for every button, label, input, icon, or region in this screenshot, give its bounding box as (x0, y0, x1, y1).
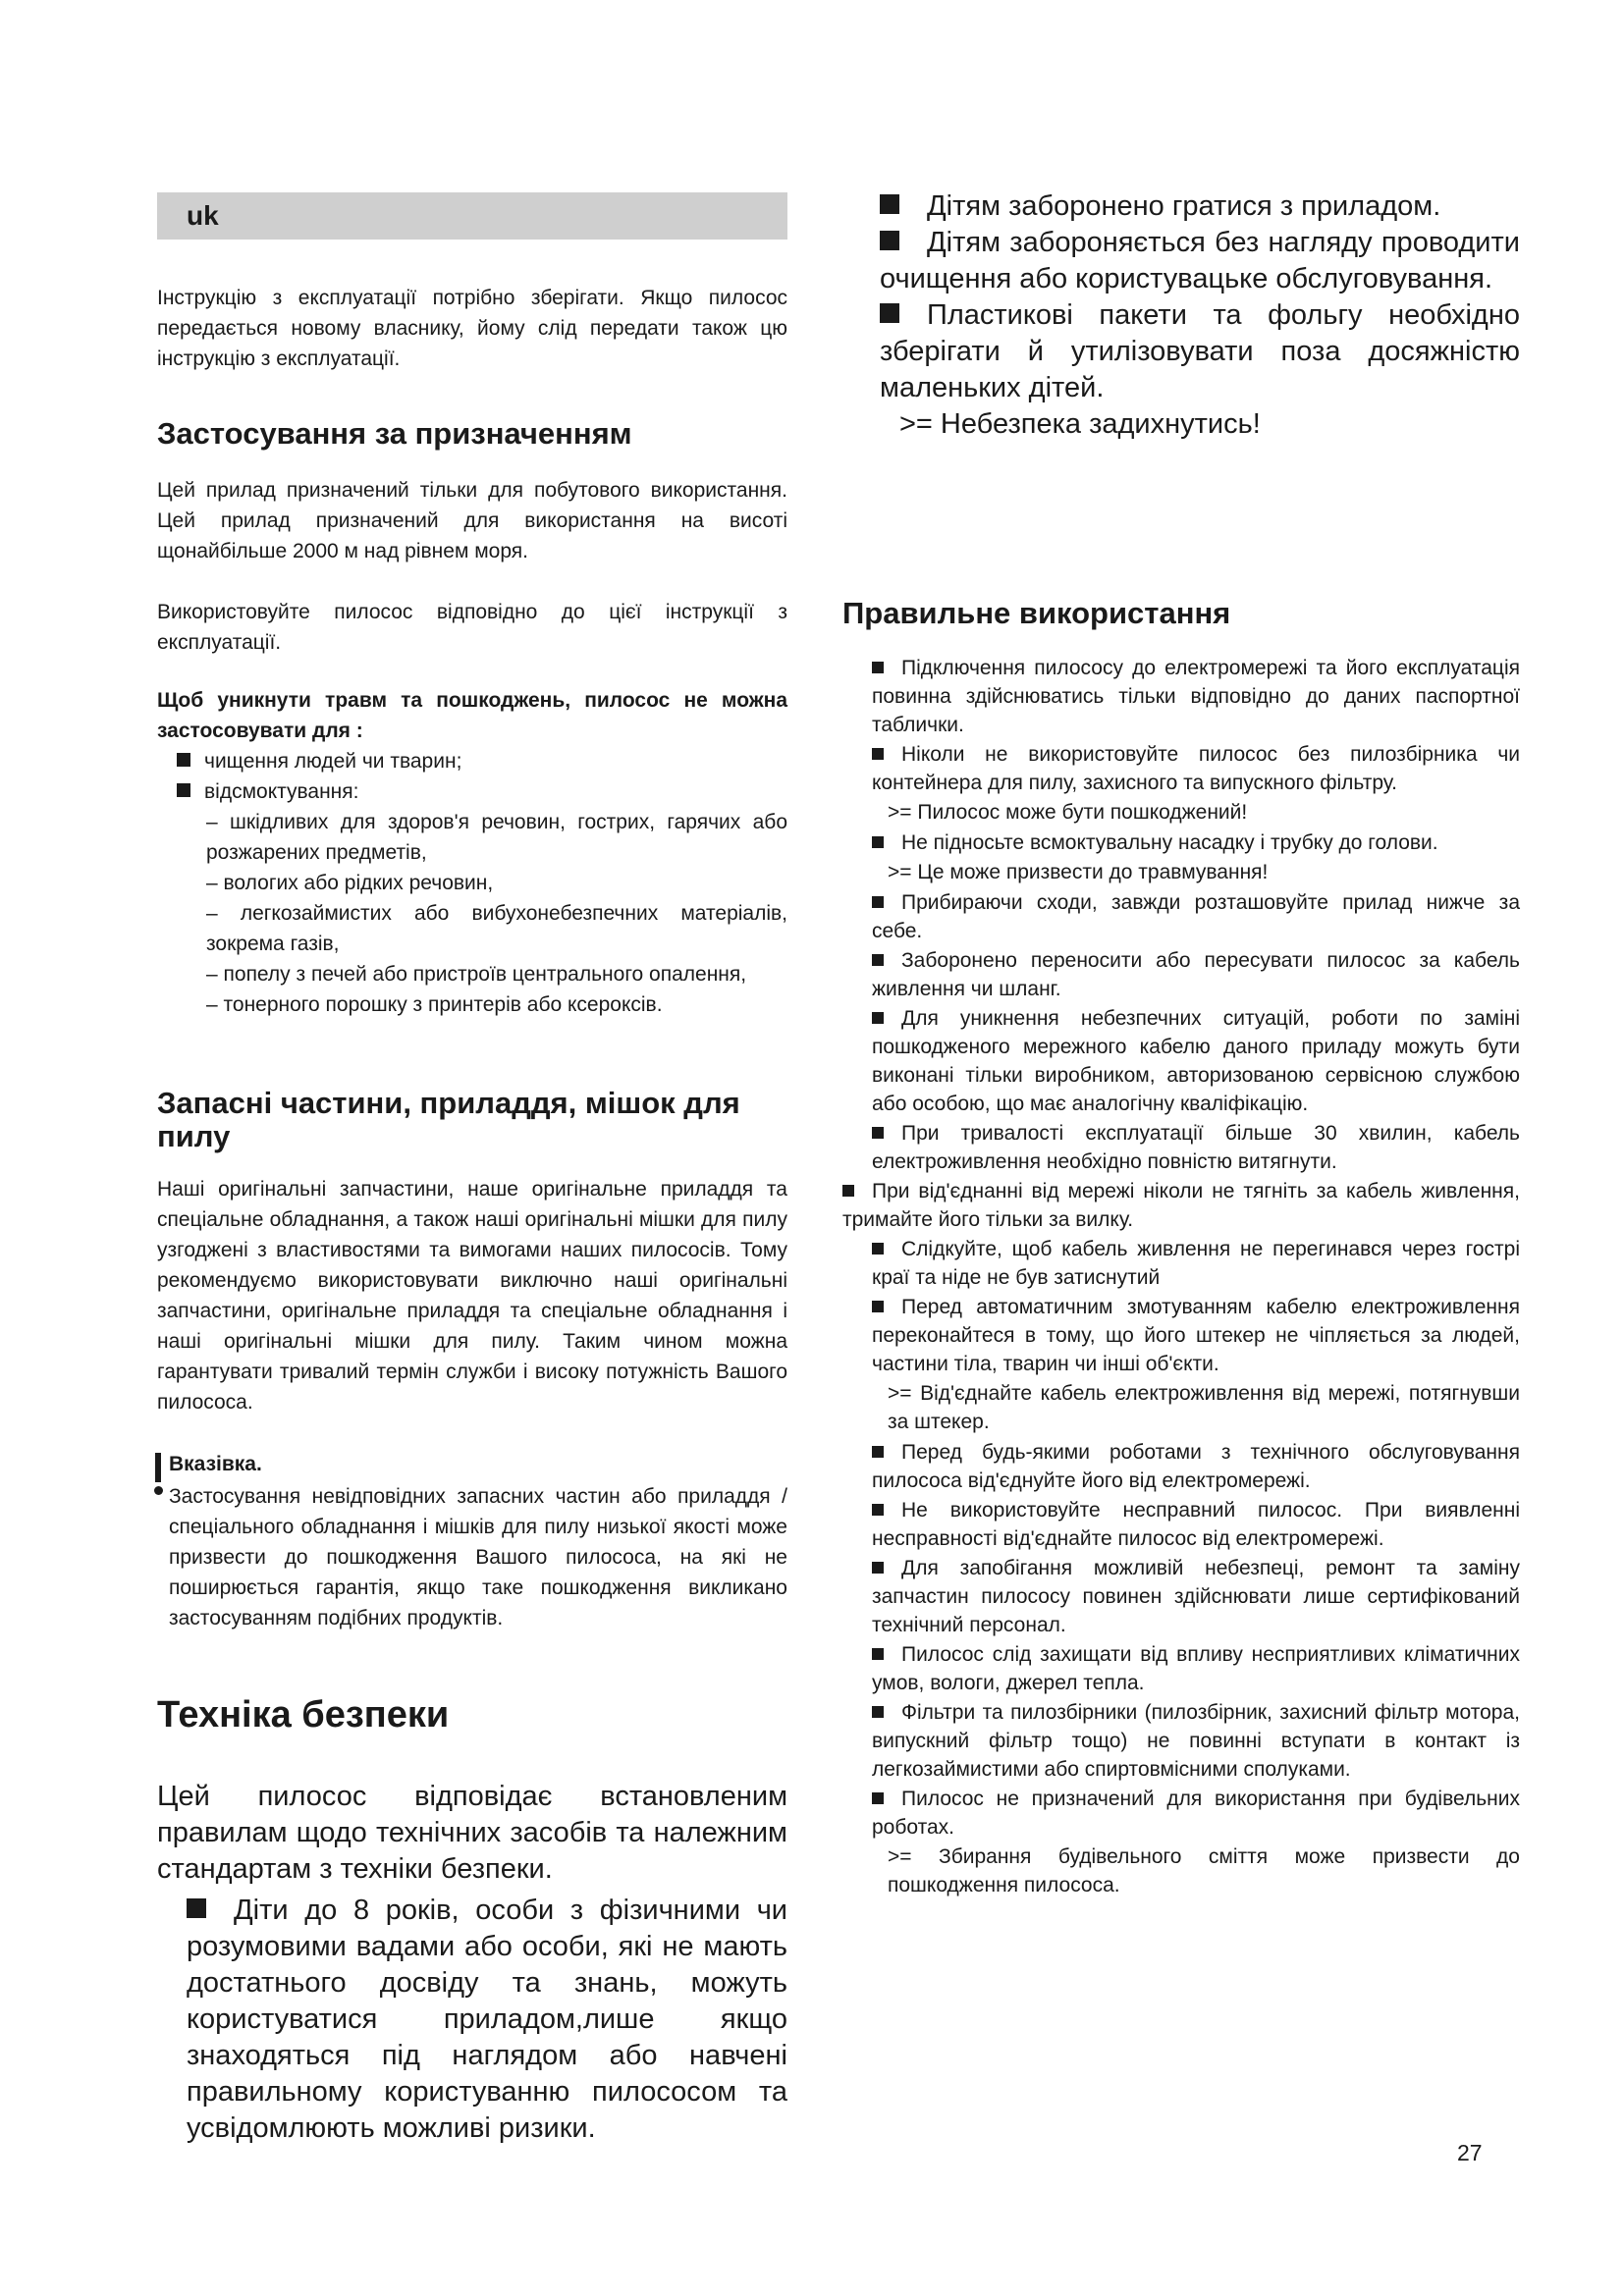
bullet-square-icon (187, 1898, 206, 1918)
proper-use-item: Заборонено переносити або пересувати пилосос за кабель живлення чи шланг. (872, 949, 1520, 1000)
bullet-square-icon (872, 1243, 884, 1255)
intended-use-p1: Цей прилад призначений тільки для побутового використання. Цей прилад призначений для використання на висоті щонайбільше 2000 м над рівнем моря. (157, 479, 787, 562)
safety-bullet-2: Дітям заборонено гратися з приладом. (842, 188, 1520, 225)
sub-item: – легкозаймистих або вибухонебезпечних матеріалів, зокрема газів, (206, 902, 787, 955)
proper-use-title: Правильне використання (842, 596, 1231, 630)
proper-use-item: При від'єднанні від мережі ніколи не тягніть за кабель живлення, тримайте його тільки за вилку. (842, 1180, 1520, 1231)
safety-bullet-1: Діти до 8 років, особи з фізичними чи розумовими вадами або особи, які не мають достатнього досвіду та знань, можуть користуватися приладом,лише якщо знаходяться під наглядом або навчені правильному користуванню пилососом та усвідомлюють можливі ризики. (187, 1895, 787, 2144)
safety-bullet-4-result: >= Небезпека задихнутись! (899, 408, 1261, 440)
proper-use-item: Слідкуйте, щоб кабель живлення не перегинався через гострі краї та ніде не був затиснутий (872, 1238, 1520, 1289)
safety-bullet-3: Дітям забороняється без нагляду проводити очищення або користувацьке обслуговування. (880, 227, 1520, 294)
bullet-square-icon (872, 1562, 884, 1574)
intended-use-title: Застосування за призначенням (157, 416, 632, 451)
note-text: Застосування невідповідних запасних частин або приладдя / спеціального обладнання і мішків для пилу низької якості може призвести до пошкодження Вашого пилососа, на які не поширюється гарантія, якщо таке пошкодження викликано застосуванням подібних продуктів. (169, 1485, 787, 1629)
safety-continued (842, 188, 1520, 443)
proper-use-item: Не використовуйте несправний пилосос. При виявленні несправності від'єднайте пилосос від електромережі. (872, 1499, 1520, 1550)
safety-p1: Цей пилосос відповідає встановленим правилам щодо технічних засобів та належним стандартам з техніки безпеки. (157, 1781, 787, 1885)
sub-item: – вологих або рідких речовин, (206, 872, 494, 894)
note-label: Вказівка. (169, 1453, 262, 1475)
proper-use-result: >= Це може призвести до травмування! (888, 861, 1269, 883)
bullet-square-icon (872, 954, 884, 966)
proper-use-item: Перед будь-якими роботами з технічного обслуговування пилососа від'єднуйте його від електромережі. (872, 1441, 1520, 1492)
bullet-square-icon (872, 1012, 884, 1024)
safety-bullet-4: Пластикові пакети та фольгу необхідно зберігати й утилізовувати поза досяжністю маленьких дітей. (880, 299, 1520, 403)
proper-use-item: Пилосос не призначений для використання при будівельних роботах. (872, 1788, 1520, 1839)
bullet-square-icon (842, 1185, 854, 1197)
bullet-square-icon (872, 748, 884, 760)
bullet-square-icon (872, 1792, 884, 1804)
proper-use-item: Для запобігання можливій небезпеці, ремонт та заміну запчастин пилососу повинен здійснювати лише сертифікований технічний персонал. (872, 1557, 1520, 1636)
bullet-square-icon (872, 896, 884, 908)
sub-item: – попелу з печей або пристроїв центрального опалення, (206, 963, 747, 986)
proper-use-item: Фільтри та пилозбірники (пилозбірник, захисний фільтр мотора, випускний фільтр тощо) не повинні вступати в контакт із легкозаймистими або спиртовмісними сполуками. (872, 1701, 1520, 1781)
proper-use-item: Перед автоматичним змотуванням кабелю електроживлення переконайтеся в тому, що його штекер не чіпляється за людей, частини тіла, тварин чи інші об'єкти. (872, 1296, 1520, 1375)
exclamation-icon (153, 1449, 163, 1496)
proper-use-item: Прибираючи сходи, завжди розташовуйте прилад нижче за себе. (872, 891, 1520, 942)
proper-use-item: Для уникнення небезпечних ситуацій, роботи по заміні пошкодженого мережного кабелю даного приладу можуть бути виконані тільки виробником, авторизованою сервісною службою або особою, що має аналогічну кваліфікацію. (872, 1007, 1520, 1115)
bullet-square-icon (880, 231, 899, 250)
proper-use-item: Ніколи не використовуйте пилосос без пилозбірника чи контейнера для пилу, захисного та випускного фільтру. (872, 743, 1520, 794)
spare-parts-title: Запасні частини, приладдя, мішок для пилу (157, 1086, 740, 1153)
bullet-square-icon (872, 1301, 884, 1312)
proper-use-result: >= Від'єднайте кабель електроживлення від мережі, потягнувши за штекер. (888, 1382, 1520, 1433)
bullet-square-icon (880, 194, 899, 214)
bullet-square-icon (177, 783, 190, 797)
intended-use-p2: Використовуйте пилосос відповідно до цієї інструкції з експлуатації. (157, 601, 787, 654)
list-item: відсмоктування: (157, 776, 787, 807)
bullet-square-icon (880, 303, 899, 323)
proper-use-item: Не підносьте всмоктувальну насадку і трубку до голови. (842, 828, 1520, 857)
warning-heading: Щоб уникнути травм та пошкоджень, пилосос не можна застосовувати для : (157, 689, 787, 742)
spare-parts-p1: Наші оригінальні запчастини, наше оригінальне приладдя та спеціальне обладнання, а також наші оригінальні мішки для пилу узгоджені з властивостями та вимогами наших пилососів. Тому рекомендуємо використовувати виключно наші оригінальні запчастини, оригінальне приладдя та спеціальне обладнання і наші оригінальні мішки для пилу. Таким чином можна гарантувати тривалий термін служби і високу потужність Вашого пилососа. (157, 1178, 787, 1414)
safety-title: Техніка безпеки (157, 1694, 450, 1735)
sub-item: – тонерного порошку з принтерів або ксероксів. (206, 993, 663, 1016)
bullet-square-icon (872, 1706, 884, 1718)
language-label: uk (187, 200, 219, 231)
bullet-square-icon (177, 753, 190, 767)
proper-use-item: Підключення пилососу до електромережі та його експлуатація повинна здійснюватись тільки відповідно до даних паспортної таблички. (872, 657, 1520, 736)
language-bar (157, 192, 787, 240)
bullet-square-icon (872, 662, 884, 673)
warning-list (157, 746, 787, 1020)
proper-use-result: >= Збирання будівельного сміття може призвести до пошкодження пилососа. (888, 1845, 1520, 1896)
sub-item: – шкідливих для здоров'я речовин, гострих, гарячих або розжарених предметів, (206, 811, 787, 864)
proper-use-item: Пилосос слід захищати від впливу несприятливих кліматичних умов, вологи, джерел тепла. (872, 1643, 1520, 1694)
bullet-square-icon (872, 1504, 884, 1516)
page-number: 27 (1457, 2140, 1483, 2165)
bullet-square-icon (872, 1446, 884, 1458)
bullet-square-icon (872, 1648, 884, 1660)
proper-use-result: >= Пилосос може бути пошкоджений! (888, 801, 1248, 824)
proper-use-list (842, 654, 1520, 1901)
list-item: чищення людей чи тварин; (157, 746, 787, 776)
bullet-square-icon (872, 836, 884, 848)
intro-text: Інструкцію з експлуатації потрібно зберігати. Якщо пилосос передається новому власнику, йому слід передати також цю інструкцію з експлуатації. (157, 287, 787, 370)
bullet-square-icon (872, 1127, 884, 1139)
proper-use-item: При тривалості експлуатації більше 30 хвилин, кабель електроживлення необхідно повністю витягнути. (872, 1122, 1520, 1173)
